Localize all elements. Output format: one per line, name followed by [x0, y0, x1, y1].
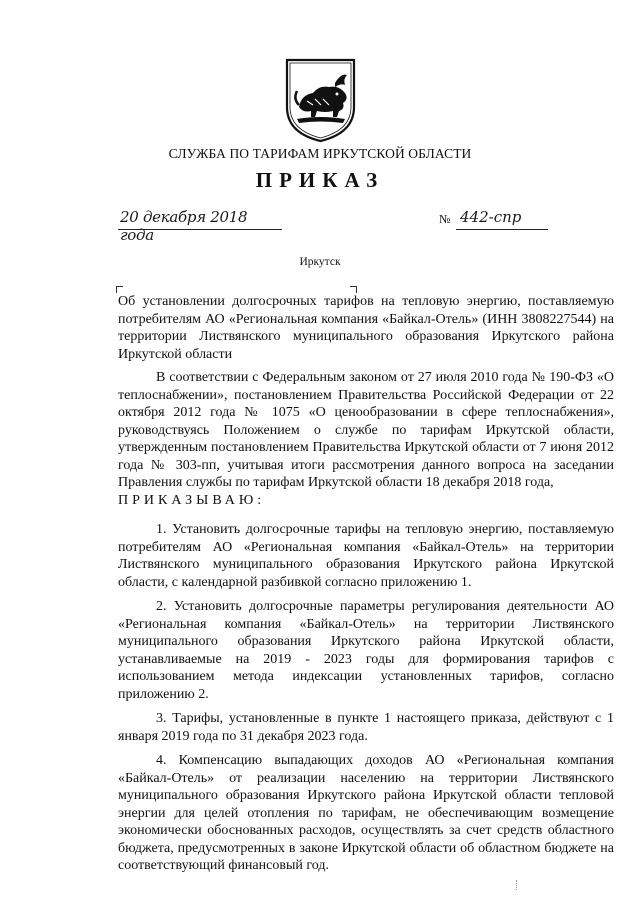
order-item-4: 4. Компенсацию выпадающих доходов АО «Региональная компания «Байкал-Отель» от реализации населению на территории Листвянского муниципального образования Иркутского района Иркутской области тепловой энергии для целей отопления по тарифам, не обеспечивающим возмещение экономически обоснованных расходов, осуществлять за счет средств областного бюджета, предусмотренных в законе Иркутской области об областном бюджете на соответствующий финансовый год. [118, 753, 614, 873]
agency-name: СЛУЖБА ПО ТАРИФАМ ИРКУТСКОЙ ОБЛАСТИ [168, 146, 472, 161]
subject-corner-mark-right [350, 286, 357, 293]
handwritten-date: 20 декабря 2018 года [120, 208, 248, 244]
order-item-1: 1. Установить долгосрочные тарифы на тепловую энергию, поставляемую потребителям АО «Региональная компания «Байкал-Отель» на территории Листвянского муниципального образования Иркутского района Иркутской области, с календарной разбивкой согласно приложению 1. [118, 522, 614, 590]
order-item-2: 2. Установить долгосрочные параметры регулирования деятельности АО «Региональная компания «Байкал-Отель» на территории Листвянского муниципального образования Иркутского района Иркутской области, устанавливаемые на 2019 - 2023 годы для формирования тарифов с использованием метода индексации установленных тарифов, согласно приложению 2. [118, 599, 614, 702]
preamble-block [118, 369, 614, 509]
city-name: Иркутск [299, 256, 341, 268]
subject-block [118, 293, 614, 363]
date-field [118, 207, 282, 244]
preamble-text: В соответствии с Федеральным законом от 27 июля 2010 года № 190-ФЗ «О теплоснабжении», постановлением Правительства Российской Федерации от 22 октября 2012 года № 1075 «О ценообразовании в сфере теплоснабжения», руководствуясь Положением о службе по тарифам Иркутской области, утвержденным постановлением Правительства Иркутской области от 7 июня 2012 года № 303-пп, учитывая итоги рассмотрения данного вопроса на заседании Правления службы по тарифам Иркутской области 18 декабря 2018 года, [118, 370, 614, 490]
scan-mark [516, 880, 520, 890]
subject-corner-mark-left [116, 286, 123, 293]
irkutsk-coat-of-arms-icon [283, 57, 358, 143]
subject-text: Об установлении долгосрочных тарифов на тепловую энергию, поставляемую потребителям АО «Региональная компания «Байкал-Отель» (ИНН 3808227544) на территории Листвянского муниципального образования Иркутского района Иркутской области [118, 294, 614, 362]
order-item-3: 3. Тарифы, установленные в пункте 1 настоящего приказа, действуют с 1 января 2019 года по 31 декабря 2023 года. [118, 711, 614, 744]
handwritten-number: 442-спр [460, 208, 522, 226]
order-items [118, 521, 614, 882]
order-word: ПРИКАЗЫВАЮ: [118, 492, 266, 508]
number-sign: № [439, 212, 451, 226]
number-field [456, 207, 548, 230]
document-type-title: ПРИКАЗ [255, 168, 385, 192]
